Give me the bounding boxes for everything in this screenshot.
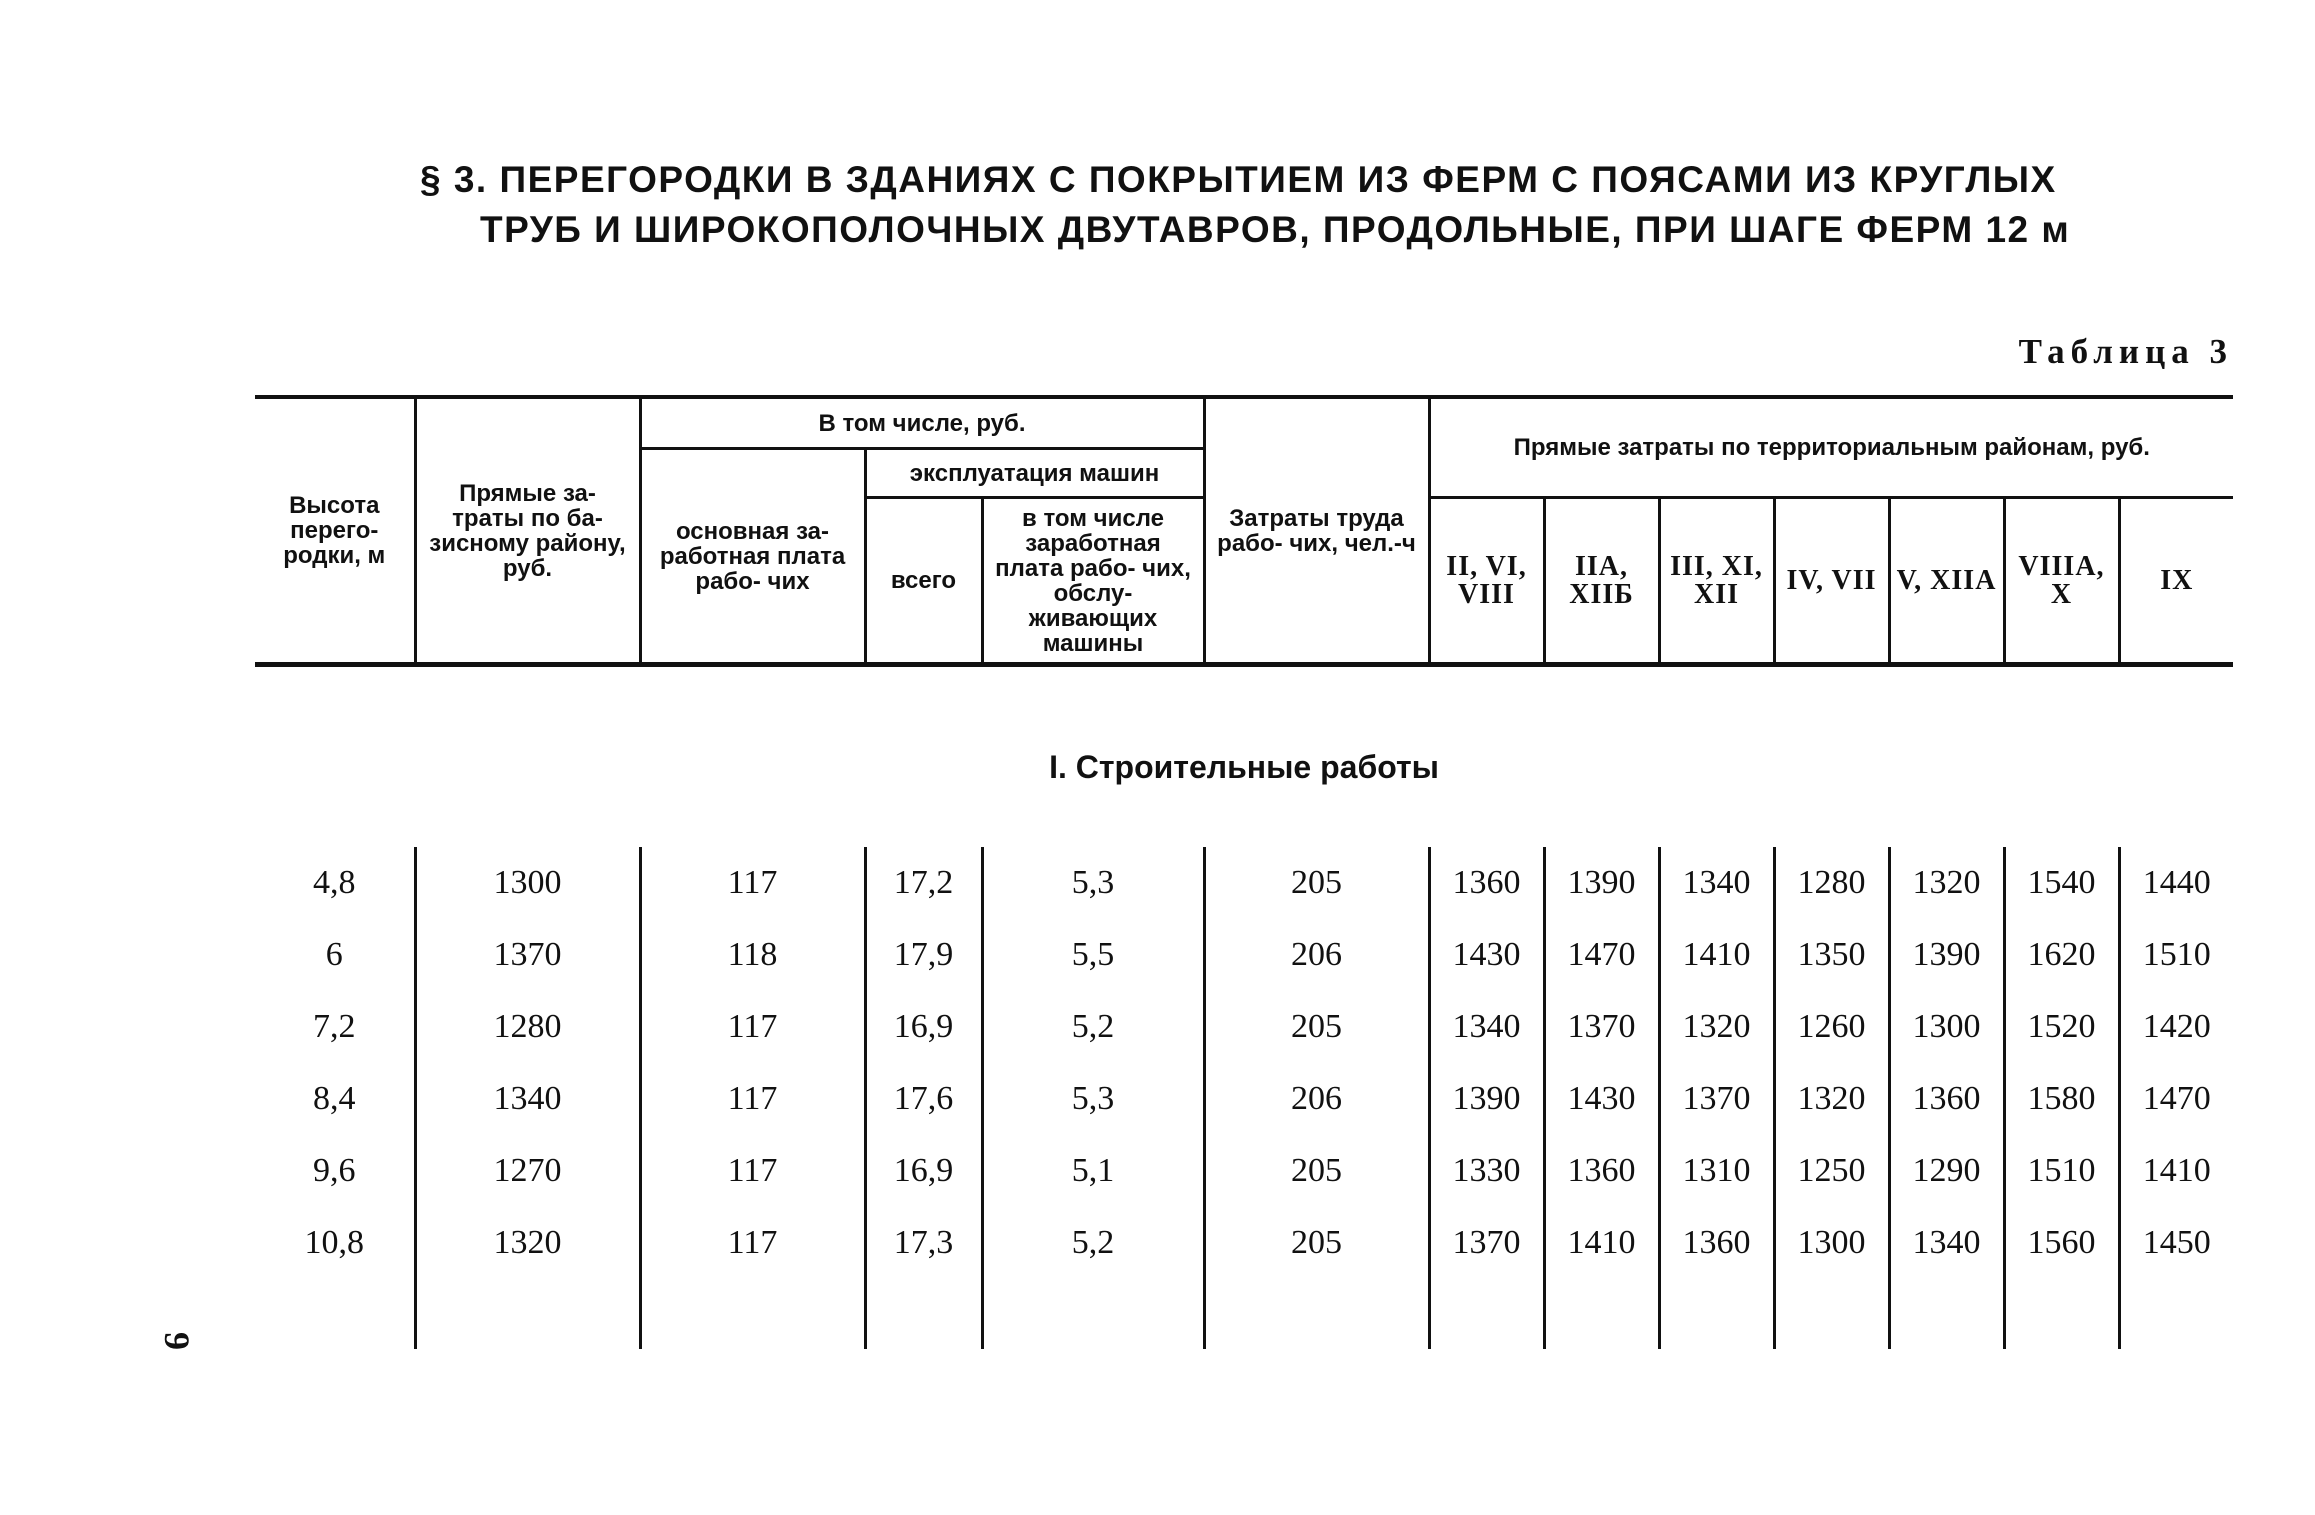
table-row bbox=[255, 991, 2233, 1063]
header-machines: эксплуатация машин bbox=[865, 449, 1204, 498]
cost-table bbox=[255, 395, 2233, 1349]
cell-machines-total: 17,6 bbox=[865, 1063, 982, 1135]
section-heading-line-2: ТРУБ И ШИРОКОПОЛОЧНЫХ ДВУТАВРОВ, ПРОДОЛЬНЫЕ, ПРИ ШАГЕ ФЕРМ 12 м bbox=[480, 209, 2071, 250]
cell-region: 1390 bbox=[1544, 847, 1659, 919]
cell-machines-wages: 5,2 bbox=[982, 991, 1204, 1063]
table-caption: Таблица 3 bbox=[2018, 332, 2233, 371]
header-region-7: IX bbox=[2119, 498, 2233, 665]
table-row bbox=[255, 1135, 2233, 1207]
cell-machines-wages: 5,5 bbox=[982, 919, 1204, 991]
header-machines-wages: в том числе заработная плата рабо- чих, обслу- живающих машины bbox=[982, 498, 1204, 665]
table-row-spacer bbox=[255, 1279, 2233, 1349]
cell-region: 1470 bbox=[1544, 919, 1659, 991]
cell-region: 1320 bbox=[1774, 1063, 1889, 1135]
cell-machines-total: 17,2 bbox=[865, 847, 982, 919]
cell-region: 1260 bbox=[1774, 991, 1889, 1063]
header-height: Высота перего- родки, м bbox=[255, 397, 415, 665]
cell-region: 1510 bbox=[2119, 919, 2233, 991]
cell-labor: 205 bbox=[1204, 847, 1429, 919]
header-region-1: II, VI, VIII bbox=[1429, 498, 1544, 665]
cell-height: 8,4 bbox=[255, 1063, 415, 1135]
table-row bbox=[255, 1063, 2233, 1135]
cell-region: 1280 bbox=[1774, 847, 1889, 919]
header-including: В том числе, руб. bbox=[640, 397, 1204, 449]
cell-region: 1430 bbox=[1429, 919, 1544, 991]
cell-region: 1360 bbox=[1659, 1207, 1774, 1279]
header-region-4: IV, VII bbox=[1774, 498, 1889, 665]
cell-region: 1360 bbox=[1429, 847, 1544, 919]
section-heading-line-1: § 3. ПЕРЕГОРОДКИ В ЗДАНИЯХ С ПОКРЫТИЕМ ИЗ ФЕРМ С ПОЯСАМИ ИЗ КРУГЛЫХ bbox=[420, 159, 2057, 200]
cell-region: 1520 bbox=[2004, 991, 2119, 1063]
header-region-3: III, XI, XII bbox=[1659, 498, 1774, 665]
table-row bbox=[255, 919, 2233, 991]
cell-region: 1360 bbox=[1889, 1063, 2004, 1135]
cell-labor: 205 bbox=[1204, 991, 1429, 1063]
cell-region: 1360 bbox=[1544, 1135, 1659, 1207]
page-number: 9 bbox=[157, 1332, 197, 1350]
cell-height: 6 bbox=[255, 919, 415, 991]
cell-height: 10,8 bbox=[255, 1207, 415, 1279]
cell-region: 1370 bbox=[1659, 1063, 1774, 1135]
cell-region: 1310 bbox=[1659, 1135, 1774, 1207]
cell-region: 1350 bbox=[1774, 919, 1889, 991]
cell-region: 1300 bbox=[1889, 991, 2004, 1063]
cell-region: 1340 bbox=[1889, 1207, 2004, 1279]
cell-region: 1440 bbox=[2119, 847, 2233, 919]
table-row bbox=[255, 847, 2233, 919]
cell-machines-wages: 5,2 bbox=[982, 1207, 1204, 1279]
cell-wages: 117 bbox=[640, 1135, 865, 1207]
cell-region: 1300 bbox=[1774, 1207, 1889, 1279]
cell-region: 1370 bbox=[1544, 991, 1659, 1063]
cell-region: 1390 bbox=[1429, 1063, 1544, 1135]
cell-base: 1340 bbox=[415, 1063, 640, 1135]
cell-region: 1320 bbox=[1889, 847, 2004, 919]
cell-wages: 118 bbox=[640, 919, 865, 991]
cell-region: 1370 bbox=[1429, 1207, 1544, 1279]
cell-labor: 206 bbox=[1204, 919, 1429, 991]
cell-region: 1340 bbox=[1429, 991, 1544, 1063]
cell-machines-total: 17,9 bbox=[865, 919, 982, 991]
cell-base: 1270 bbox=[415, 1135, 640, 1207]
cell-region: 1510 bbox=[2004, 1135, 2119, 1207]
header-regions-title: Прямые затраты по территориальным районам, руб. bbox=[1429, 397, 2233, 498]
cell-region: 1540 bbox=[2004, 847, 2119, 919]
cell-base: 1280 bbox=[415, 991, 640, 1063]
cell-region: 1560 bbox=[2004, 1207, 2119, 1279]
table-row bbox=[255, 1207, 2233, 1279]
cell-labor: 206 bbox=[1204, 1063, 1429, 1135]
header-base-cost: Прямые за- траты по ба- зисному району, руб. bbox=[415, 397, 640, 665]
section-heading bbox=[420, 155, 2140, 255]
cell-region: 1450 bbox=[2119, 1207, 2233, 1279]
section-title: I. Строительные работы bbox=[1049, 748, 1439, 785]
header-labor: Затраты труда рабо- чих, чел.-ч bbox=[1204, 397, 1429, 665]
cell-region: 1410 bbox=[1544, 1207, 1659, 1279]
cell-region: 1320 bbox=[1659, 991, 1774, 1063]
cell-wages: 117 bbox=[640, 991, 865, 1063]
header-region-6: VIIIА, X bbox=[2004, 498, 2119, 665]
cell-region: 1250 bbox=[1774, 1135, 1889, 1207]
cell-base: 1300 bbox=[415, 847, 640, 919]
cell-machines-wages: 5,1 bbox=[982, 1135, 1204, 1207]
cell-machines-total: 16,9 bbox=[865, 1135, 982, 1207]
cell-base: 1370 bbox=[415, 919, 640, 991]
cell-machines-total: 16,9 bbox=[865, 991, 982, 1063]
cell-machines-total: 17,3 bbox=[865, 1207, 982, 1279]
cell-machines-wages: 5,3 bbox=[982, 847, 1204, 919]
cell-region: 1470 bbox=[2119, 1063, 2233, 1135]
header-machines-total: всего bbox=[865, 498, 982, 665]
cell-machines-wages: 5,3 bbox=[982, 1063, 1204, 1135]
cell-region: 1420 bbox=[2119, 991, 2233, 1063]
cell-labor: 205 bbox=[1204, 1135, 1429, 1207]
header-region-5: V, XIIА bbox=[1889, 498, 2004, 665]
cell-wages: 117 bbox=[640, 1207, 865, 1279]
cell-region: 1330 bbox=[1429, 1135, 1544, 1207]
cell-region: 1580 bbox=[2004, 1063, 2119, 1135]
cell-region: 1340 bbox=[1659, 847, 1774, 919]
cell-labor: 205 bbox=[1204, 1207, 1429, 1279]
cell-height: 9,6 bbox=[255, 1135, 415, 1207]
header-wages: основная за- работная плата рабо- чих bbox=[640, 449, 865, 665]
cell-height: 4,8 bbox=[255, 847, 415, 919]
cell-height: 7,2 bbox=[255, 991, 415, 1063]
header-region-2: IIА, XIIБ bbox=[1544, 498, 1659, 665]
cell-base: 1320 bbox=[415, 1207, 640, 1279]
cell-region: 1290 bbox=[1889, 1135, 2004, 1207]
cell-region: 1390 bbox=[1889, 919, 2004, 991]
cell-wages: 117 bbox=[640, 1063, 865, 1135]
cell-region: 1620 bbox=[2004, 919, 2119, 991]
cell-region: 1410 bbox=[1659, 919, 1774, 991]
cell-region: 1430 bbox=[1544, 1063, 1659, 1135]
cell-wages: 117 bbox=[640, 847, 865, 919]
cell-region: 1410 bbox=[2119, 1135, 2233, 1207]
